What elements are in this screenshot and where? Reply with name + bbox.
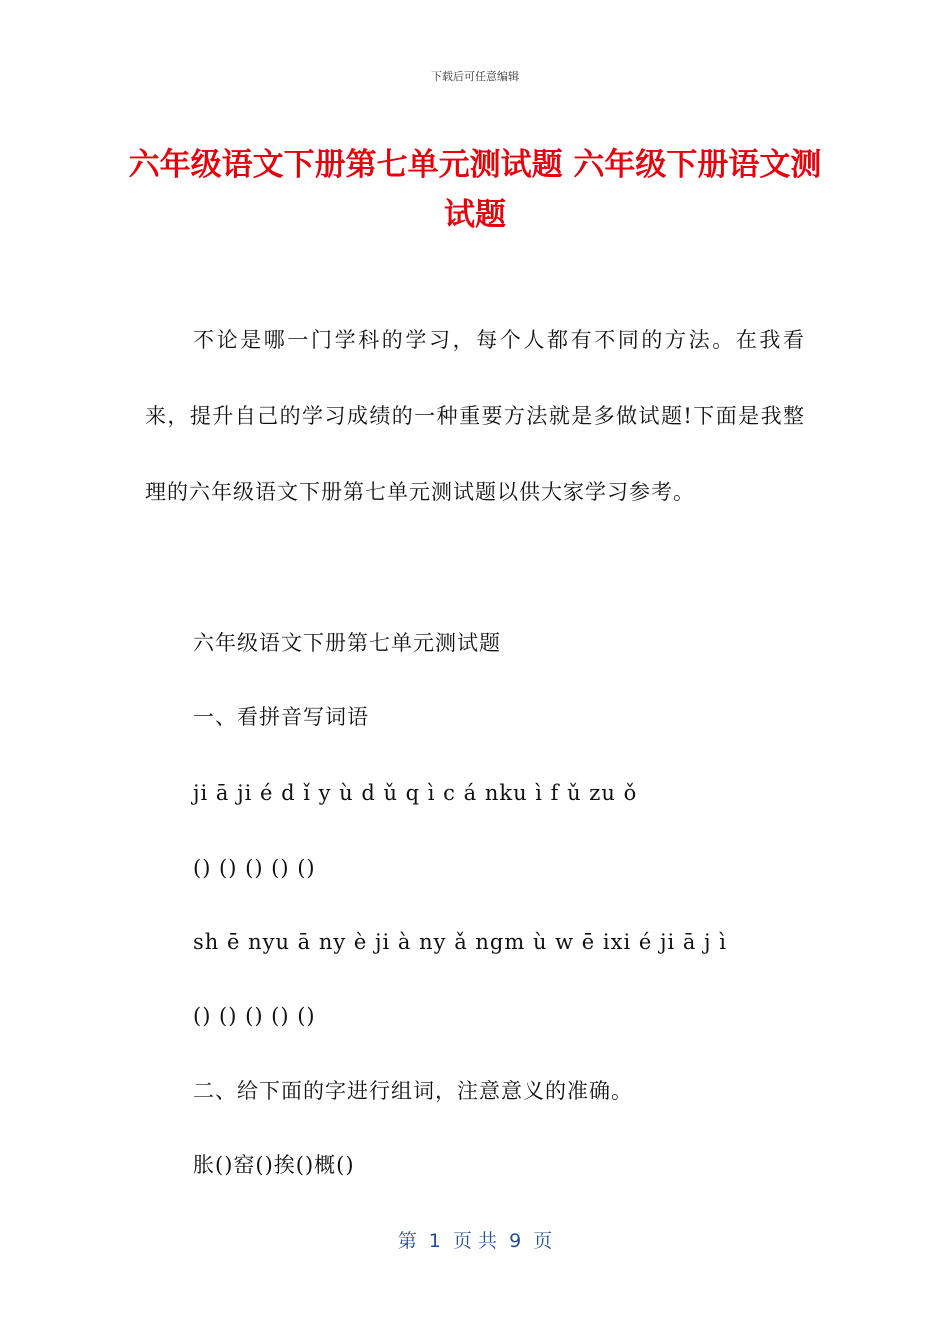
blank-line-1: () () () () () [193,856,316,880]
pinyin-line-1: ji ā ji é d ǐ y ù d ǔ q ì c á nku ì f ǔ zu ǒ [193,781,638,805]
document-title: 六年级语文下册第七单元测试题 六年级下册语文测试题 [128,147,822,233]
header-note: 下载后可任意编辑 [431,70,519,83]
blank-line-2: () () () () () [193,1004,316,1028]
page-number: 第 1 页 共 9 页 [397,1230,553,1252]
question-one-heading: 一、看拼音写词语 [193,705,369,729]
section-heading: 六年级语文下册第七单元测试题 [193,631,501,655]
pinyin-line-2: sh ē nyu ā ny è ji à ny ǎ ngm ù w ē ixi é ji ā j ì [193,930,727,954]
word-group-line: 胀()窑()挨()概() [193,1153,355,1177]
question-two-heading: 二、给下面的字进行组词，注意意义的准确。 [193,1079,633,1103]
intro-paragraph: 不论是哪一门学科的学习，每个人都有不同的方法。在我看来，提升自己的学习成绩的一种重要方法就是多做试题!下面是我整理的六年级语文下册第七单元测试题以供大家学习参考。 [145,328,805,504]
